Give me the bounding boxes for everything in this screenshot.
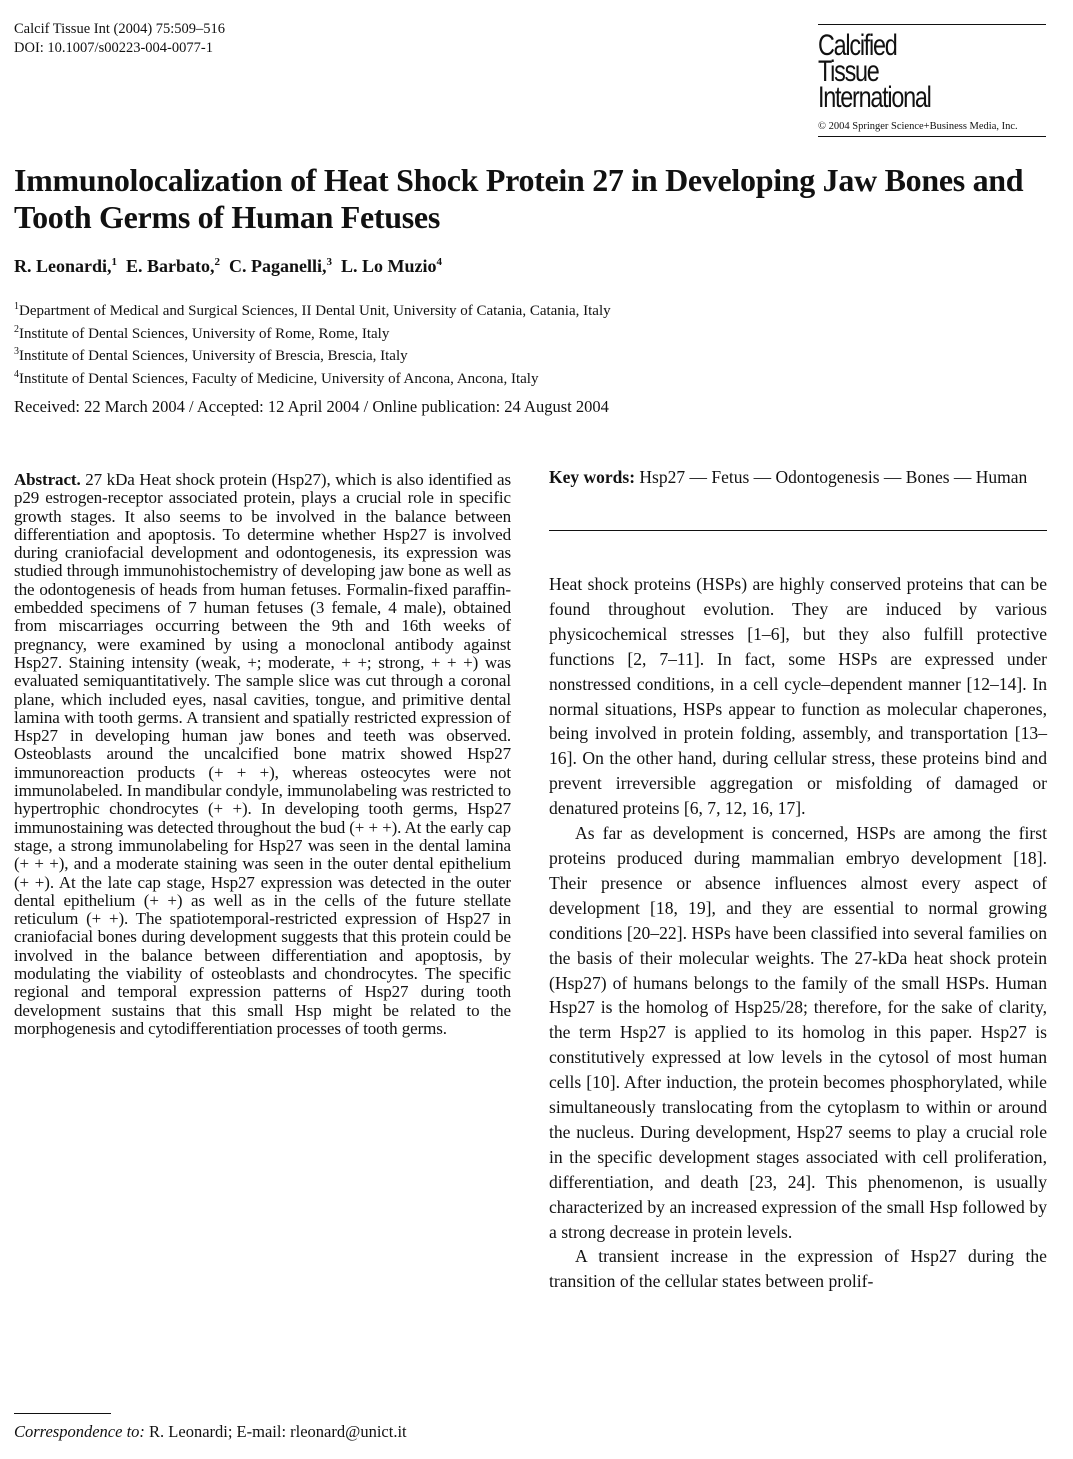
- publication-dates: Received: 22 March 2004 / Accepted: 12 April 2004 / Online publication: 24 August 2004: [14, 397, 609, 416]
- author: L. Lo Muzio: [341, 256, 437, 276]
- logo-line-3: International: [818, 81, 931, 114]
- author-sup: 1: [111, 256, 118, 268]
- affiliation: [14, 343, 611, 366]
- author: R. Leonardi,: [14, 256, 112, 276]
- affiliation: [14, 321, 611, 344]
- affiliation: [14, 298, 611, 321]
- logo-wordmark: [818, 29, 997, 114]
- logo-bottom-rule: [818, 136, 1046, 137]
- keywords-label: Key words:: [549, 467, 636, 487]
- journal-citation: Calcif Tissue Int (2004) 75:509–516: [14, 21, 226, 37]
- author-list: [14, 256, 442, 277]
- article-title: Immunolocalization of Heat Shock Protein 27 in Developing Jaw Bones and Tooth Germs of Human Fetuses: [14, 162, 1024, 235]
- affiliation: [14, 366, 611, 389]
- author: C. Paganelli,: [229, 256, 327, 276]
- journal-reference: [14, 20, 225, 58]
- footnote-label: Correspondence to:: [14, 1422, 145, 1441]
- affiliation-text: Institute of Dental Sciences, Faculty of Medicine, University of Ancona, Ancona, Italy: [19, 370, 539, 387]
- body-paragraph: As far as development is concerned, HSPs are among the first proteins produced during mammalian embryo development [18]. Their presence or absence influences almost every aspect of development [18, 19], and they are essential to normal growing conditions [20–22]. HSPs have been classified into several families on the basis of their molecular weights. The 27-kDa heat shock protein (Hsp27) of humans belongs to the family of the small HSPs. Human Hsp27 is the homolog of Hsp25/28; therefore, for the sake of clarity, the term Hsp27 is applied to its homolog in this paper. Hsp27 is constitutively expressed at low levels in the cytosol of most human cells [10]. After induction, the protein becomes phosphorylated, while simultaneously translocating from the cytoplasm to within or around the nucleus. During development, Hsp27 seems to play a crucial role in the specific development stages associated with cell proliferation, differentiation, and death [23, 24]. This phenomenon, is usually characterized by an increased expression of the small Hsp followed by a strong decrease in protein levels.: [549, 823, 1047, 1242]
- doi: DOI: 10.1007/s00223-004-0077-1: [14, 40, 213, 56]
- journal-logo: [818, 24, 1048, 137]
- body-paragraph: A transient increase in the expression of Hsp27 during the transition of the cellular states between prolif-: [549, 1246, 1047, 1292]
- keywords-rule: [549, 530, 1047, 531]
- copyright-notice: © 2004 Springer Science+Business Media, Inc.: [818, 121, 1018, 132]
- abstract-text: 27 kDa Heat shock protein (Hsp27), which is also identified as p29 estrogen-receptor associated protein, plays a crucial role in specific growth stages. It also seems to be involved in the balance between differentiation and apoptosis. To determine whether Hsp27 is involved during craniofacial development and odontogenesis, its expression was studied through immunohistochemistry of developing jaw bone as well as the odontogenesis of heads from human fetuses. Formalin-fixed paraffin-embedded specimens of 7 human fetuses (3 female, 4 male), obtained from miscarriages occurring between the 9th and 16th weeks of pregnancy, were examined by using a monoclonal antibody against Hsp27. Staining intensity (weak, +; moderate, + +; strong, + + +) was evaluated semiquantitatively. The sample slice was cut through a coronal plane, which included eyes, nasal cavities, tongue, and primitive dental lamina with tooth germs. A transient and spatially restricted expression of Hsp27 in developing human jaw bones and teeth was observed. Osteoblasts around the uncalcified bone matrix showed Hsp27 immunoreaction products (+ + +), whereas osteocytes were not immunolabeled. In mandibular condyle, immunolabeling was restricted to hypertrophic chondrocytes (+ +). In developing tooth germs, Hsp27 immunostaining was detected throughout the bud (+ + +). At the early cap stage, a strong immunolabeling for Hsp27 was seen in the dental lamina (+ + +), and a moderate staining was seen in the outer dental epithelium (+ +). At the late cap stage, Hsp27 expression was detected in the outer dental epithelium (+ +) as well as in the cells of the future stellate reticulum (+ +). The spatiotemporal-restricted expression of Hsp27 in craniofacial bones during development suggests that this protein could be involved in the balance between differentiation and apoptosis, by modulating the viability of osteoblasts and chondrocytes. The specific regional and temporal expression patterns of Hsp27 during tooth development sustains that this small Hsp might be related to the morphogenesis and cytodifferentiation processes of tooth germs.: [14, 470, 511, 1038]
- affiliation-list: [14, 298, 611, 388]
- affiliation-text: Institute of Dental Sciences, University of Brescia, Brescia, Italy: [19, 348, 408, 364]
- affiliation-sup: 3: [14, 346, 19, 357]
- footnote-text: R. Leonardi; E-mail: rleonard@unict.it: [149, 1422, 407, 1441]
- body-text: [549, 572, 1047, 1294]
- correspondence-footnote: [14, 1422, 407, 1442]
- logo-top-rule: [818, 24, 1046, 25]
- abstract-label: Abstract.: [14, 470, 81, 489]
- logo-line-1: Calcified: [818, 29, 897, 62]
- abstract: [14, 471, 511, 1038]
- affiliation-sup: 4: [14, 368, 19, 380]
- author-sup: 2: [214, 256, 221, 268]
- affiliation-sup: 1: [14, 301, 19, 312]
- logo-line-2: Tissue: [818, 55, 879, 88]
- body-paragraph: Heat shock proteins (HSPs) are highly conserved proteins that can be found throughout evolution. They are induced by various physicochemical stresses [1–6], but they also fulfill protective functions [2, 7–11]. In fact, some HSPs are expressed under nonstressed conditions, in a cell cycle–dependent manner [12–14]. In normal situations, HSPs appear to function as molecular chaperones, being involved in protein folding, assembly, and transportation [13–16]. On the other hand, during cellular stress, these proteins bind and prevent irreversible aggregation or misfolding of damaged or denatured proteins [6, 7, 12, 16, 17].: [549, 574, 1047, 819]
- author-sup: 3: [326, 256, 333, 268]
- keywords: [549, 467, 1047, 488]
- affiliation-text: Institute of Dental Sciences, University of Rome, Rome, Italy: [19, 325, 390, 342]
- author: E. Barbato,: [126, 256, 215, 276]
- keywords-text: Hsp27 — Fetus — Odontogenesis — Bones — Human: [639, 467, 1028, 487]
- footnote-rule: [14, 1413, 111, 1414]
- author-sup: 4: [436, 256, 443, 268]
- affiliation-sup: 2: [14, 323, 19, 335]
- affiliation-text: Department of Medical and Surgical Sciences, II Dental Unit, University of Catania, Catania, Italy: [19, 303, 611, 319]
